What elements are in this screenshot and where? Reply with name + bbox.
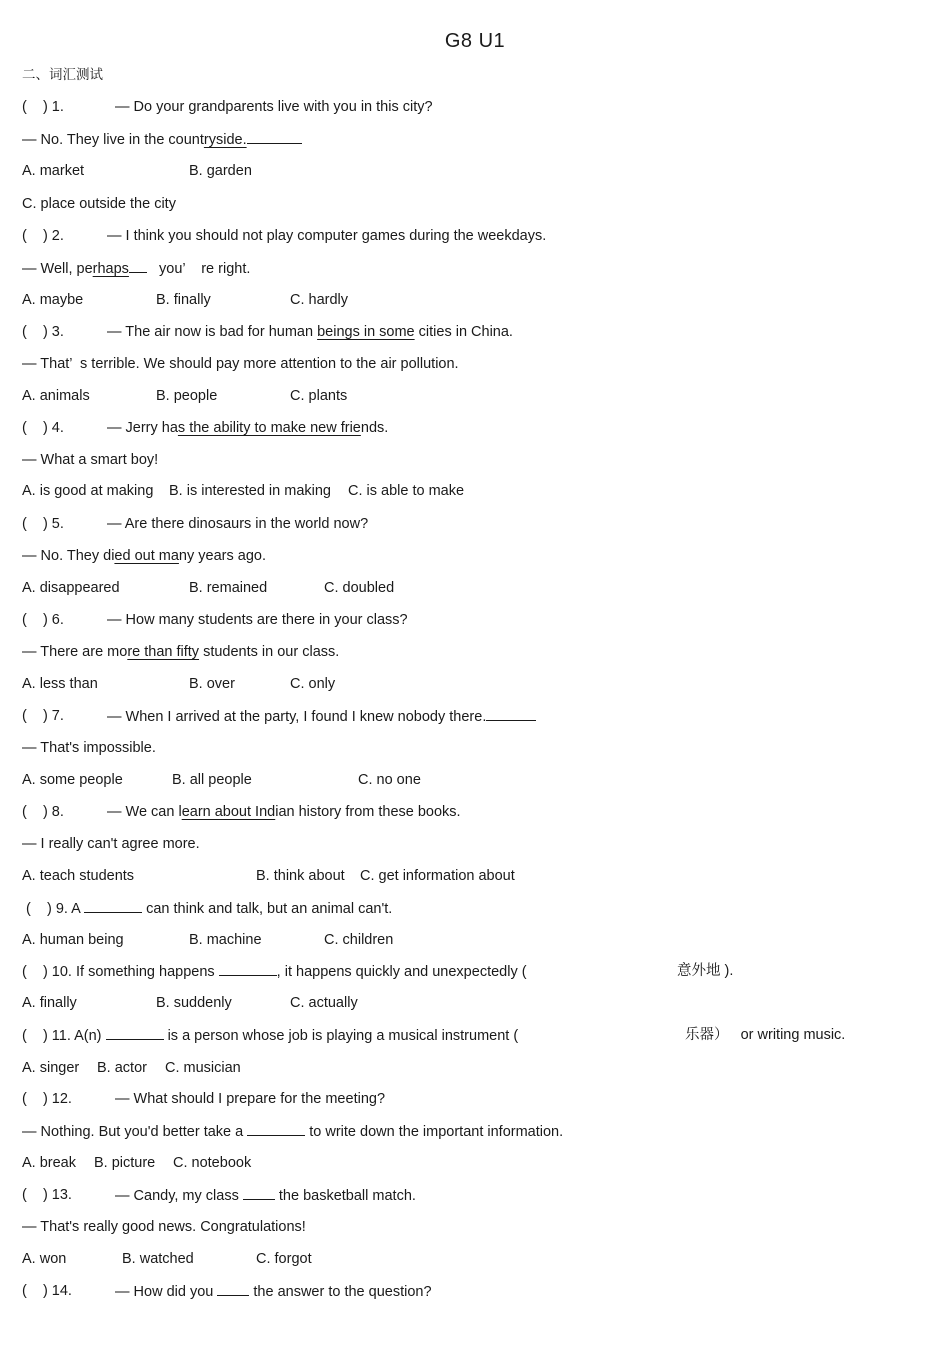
q1-reply	[22, 130, 302, 149]
q3-option-c: C. plants	[290, 388, 348, 404]
q12-reply-end: to write down the important information.	[309, 1124, 564, 1140]
q10-blank	[219, 962, 277, 976]
q1-underlined-word: ryside.	[203, 132, 247, 148]
q9-number: ( ) 9. A	[26, 901, 81, 917]
q9-option-b: B. machine	[189, 932, 262, 948]
q9-stem: can think and talk, but an animal can't.	[146, 901, 393, 917]
q4-number: ( ) 4.	[22, 420, 64, 436]
q11-stem: is a person whose job is playing a musical instrument (	[167, 1028, 519, 1044]
q3-stem-text: — The air now is bad for human	[107, 324, 318, 340]
q5-stem: — Are there dinosaurs in the world now?	[107, 516, 369, 532]
q7-number: ( ) 7.	[22, 708, 64, 724]
q4-option-a: A. is good at making	[22, 483, 154, 499]
q8-option-c: C. get information about	[360, 868, 515, 884]
q11-number: ( ) 11. A(n)	[22, 1028, 102, 1044]
q5-option-a: A. disappeared	[22, 580, 120, 596]
q8-option-b: B. think about	[256, 868, 345, 884]
q4-underlined-phrase: s the ability to make new frie	[177, 420, 361, 436]
q8-reply: — I really can't agree more.	[22, 836, 200, 852]
q1-option-a: A. market	[22, 163, 85, 179]
q4-option-c: C. is able to make	[348, 483, 465, 499]
q3-stem	[107, 323, 513, 341]
q8-stem	[107, 803, 461, 821]
q2-blank	[129, 259, 147, 273]
q9-line	[22, 899, 392, 918]
q7-blank	[486, 707, 536, 721]
q11-chinese	[685, 1026, 845, 1044]
q13-stem-end: the basketball match.	[278, 1188, 416, 1204]
q1-number: ( ) 1.	[22, 99, 64, 115]
q8-underlined-phrase: earn about Ind	[181, 804, 276, 820]
q5-reply	[22, 547, 266, 565]
q6-option-b: B. over	[189, 676, 235, 692]
q13-number: ( ) 13.	[22, 1187, 72, 1203]
section-heading: 二、词汇测试	[22, 67, 103, 82]
q12-reply-text: — Nothing. But you'd better take a	[22, 1124, 244, 1140]
q13-stem-text: — Candy, my class	[115, 1188, 239, 1204]
q13-reply: — That's really good news. Congratulations!	[22, 1219, 306, 1235]
q2-underlined-word: rhaps	[92, 261, 129, 277]
q10-chinese	[677, 962, 733, 980]
q5-option-b: B. remained	[189, 580, 268, 596]
q6-reply-text: — There are mo	[22, 644, 128, 660]
q3-stem-end: cities in China.	[414, 324, 513, 340]
q12-option-b: B. picture	[94, 1155, 156, 1171]
q5-reply-text: — No. They di	[22, 548, 115, 564]
q2-reply-mid: you’	[159, 261, 186, 277]
q11-blank	[106, 1026, 164, 1040]
q11-option-c: C. musician	[165, 1060, 241, 1076]
q1-option-b: B. garden	[189, 163, 252, 179]
q7-option-c: C. no one	[358, 772, 421, 788]
q7-stem-text: — When I arrived at the party, I found I knew nobody there.	[107, 709, 487, 725]
q1-stem: — Do your grandparents live with you in this city?	[115, 99, 433, 115]
q3-number: ( ) 3.	[22, 324, 64, 340]
q13-option-c: C. forgot	[256, 1251, 312, 1267]
q5-option-c: C. doubled	[324, 580, 395, 596]
q6-reply-end: students in our class.	[199, 644, 340, 660]
q5-underlined-phrase: ed out ma	[114, 548, 179, 564]
q10-number: ( ) 10. If something happens	[22, 964, 215, 980]
q9-option-c: C. children	[324, 932, 394, 948]
q1-reply-text: — No. They live in the count	[22, 132, 204, 148]
q10-option-b: B. suddenly	[156, 995, 232, 1011]
q2-number: ( ) 2.	[22, 228, 64, 244]
q2-stem: — I think you should not play computer games during the weekdays.	[107, 228, 547, 244]
q8-stem-end: ian history from these books.	[275, 804, 461, 820]
q7-stem	[107, 707, 536, 726]
q12-stem: — What should I prepare for the meeting?	[115, 1091, 386, 1107]
q2-reply-end: re right.	[201, 261, 251, 277]
q12-option-a: A. break	[22, 1155, 76, 1171]
q9-option-a: A. human being	[22, 932, 124, 948]
q10-line	[22, 962, 527, 981]
q12-blank	[247, 1122, 305, 1136]
q12-option-c: C. notebook	[173, 1155, 252, 1171]
q14-stem-end: the answer to the question?	[253, 1284, 432, 1300]
q11-chinese-text: 乐器）	[685, 1027, 729, 1043]
q11-line	[22, 1026, 518, 1045]
q2-reply-text: — Well, pe	[22, 261, 93, 277]
q4-stem-text: — Jerry ha	[107, 420, 178, 436]
q12-reply	[22, 1122, 563, 1141]
q6-stem: — How many students are there in your class?	[107, 612, 408, 628]
q2-option-c: C. hardly	[290, 292, 349, 308]
q12-number: ( ) 12.	[22, 1091, 72, 1107]
q10-option-a: A. finally	[22, 995, 77, 1011]
q6-underlined-phrase: re than fifty	[127, 644, 200, 660]
q6-option-c: C. only	[290, 676, 336, 692]
q7-option-a: A. some people	[22, 772, 123, 788]
q4-reply: — What a smart boy!	[22, 452, 159, 468]
q5-number: ( ) 5.	[22, 516, 64, 532]
q1-blank	[247, 130, 302, 144]
q3-reply-end: ’ s terrible. We should pay more attention to the air pollution.	[69, 356, 459, 372]
q3-underlined-word: beings in some	[317, 324, 415, 340]
page-title: G8 U1	[444, 30, 506, 52]
q14-number: ( ) 14.	[22, 1283, 72, 1299]
q13-option-b: B. watched	[122, 1251, 194, 1267]
q8-number: ( ) 8.	[22, 804, 64, 820]
q10-stem: , it happens quickly and unexpectedly (	[276, 964, 527, 980]
q8-stem-text: — We can l	[107, 804, 182, 820]
q1-option-c: C. place outside the city	[22, 196, 176, 212]
q2-reply	[22, 259, 250, 278]
q13-stem	[115, 1186, 416, 1205]
q3-option-b: B. people	[156, 388, 218, 404]
q10-chinese-text: 意外地	[677, 963, 721, 979]
q4-option-b: B. is interested in making	[169, 483, 331, 499]
q4-stem	[107, 419, 388, 437]
q7-option-b: B. all people	[172, 772, 252, 788]
q2-option-b: B. finally	[156, 292, 211, 308]
q2-option-a: A. maybe	[22, 292, 84, 308]
q8-option-a: A. teach students	[22, 868, 135, 884]
q7-reply: — That's impossible.	[22, 740, 156, 756]
q3-option-a: A. animals	[22, 388, 90, 404]
q4-stem-end: nds.	[360, 420, 389, 436]
q14-stem	[115, 1282, 432, 1301]
q3-reply	[22, 355, 459, 373]
q3-reply-text: — That	[22, 356, 70, 372]
q6-option-a: A. less than	[22, 676, 98, 692]
q14-blank	[217, 1282, 249, 1296]
q6-reply	[22, 643, 339, 661]
q10-option-c: C. actually	[290, 995, 358, 1011]
q11-option-b: B. actor	[97, 1060, 147, 1076]
q10-end: ).	[724, 963, 734, 979]
q13-option-a: A. won	[22, 1251, 67, 1267]
q13-blank	[243, 1186, 275, 1200]
q5-reply-end: ny years ago.	[178, 548, 266, 564]
q11-option-a: A. singer	[22, 1060, 80, 1076]
q9-blank	[84, 899, 142, 913]
q11-end: or writing music.	[740, 1027, 846, 1043]
q14-stem-text: — How did you	[115, 1284, 214, 1300]
q6-number: ( ) 6.	[22, 612, 64, 628]
